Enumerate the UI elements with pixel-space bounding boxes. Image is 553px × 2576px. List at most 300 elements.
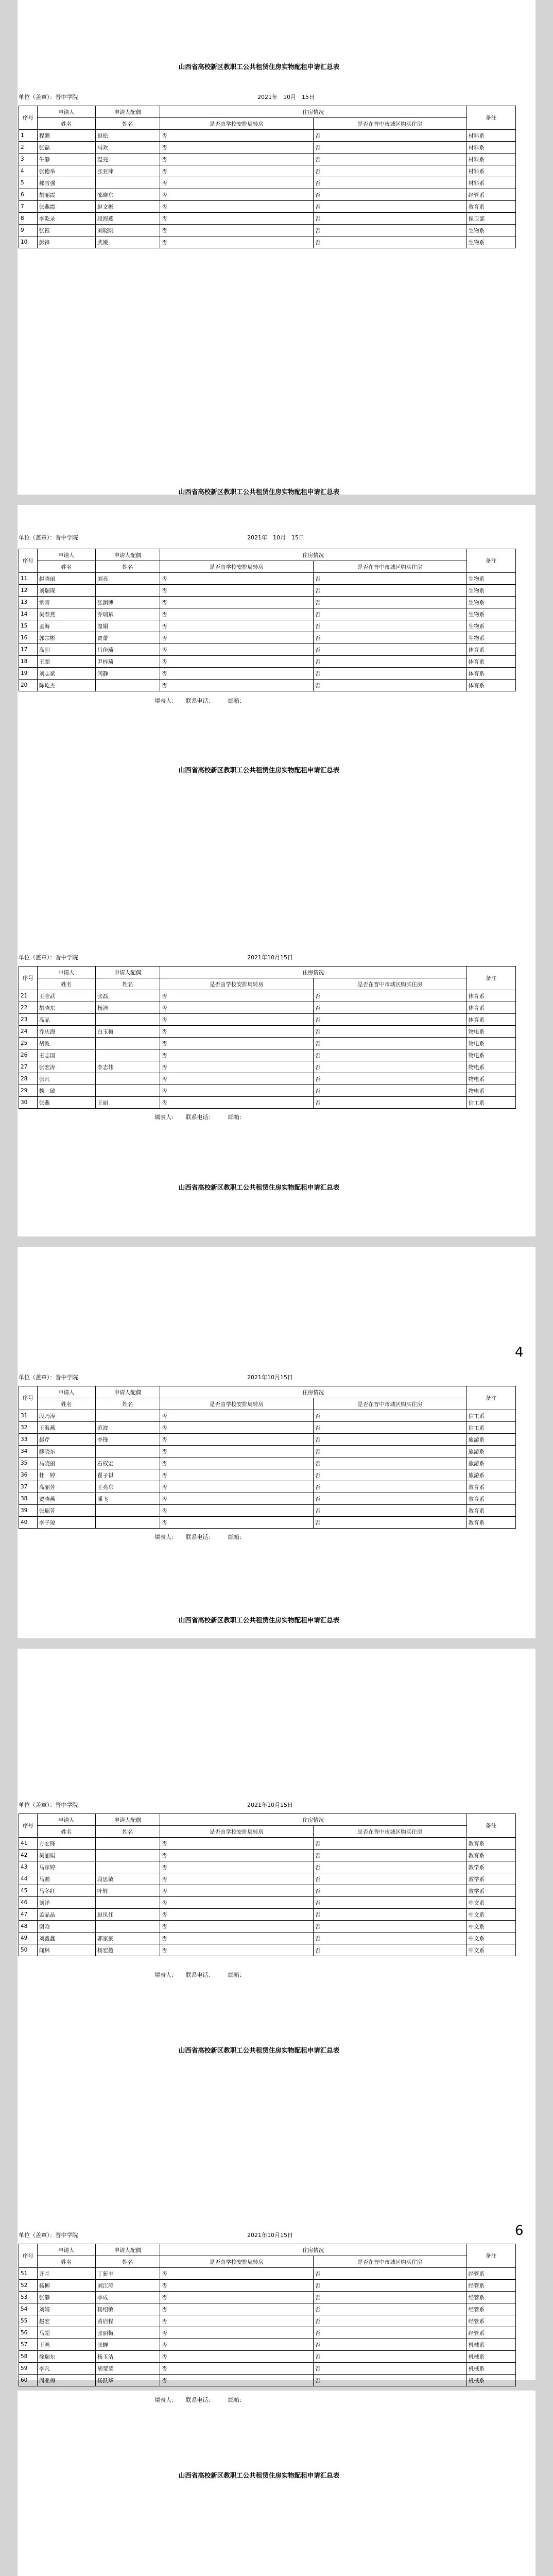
seq-cell: 30 xyxy=(19,1097,38,1109)
spouse-name-cell: 温娟 xyxy=(95,620,160,632)
school-housing-cell: 否 xyxy=(160,990,313,1002)
application-table xyxy=(19,966,516,1109)
city-housing-cell: 否 xyxy=(313,1944,466,1956)
applicant-name-cell: 贾晓燕 xyxy=(37,1493,95,1505)
spouse-name-header: 姓名 xyxy=(95,118,160,130)
spouse-name-cell xyxy=(95,1850,160,1861)
city-housing-cell: 否 xyxy=(313,573,466,585)
spouse-name-cell xyxy=(95,1921,160,1933)
city-housing-cell: 否 xyxy=(313,2351,466,2363)
spouse-name-cell: 刘江涛 xyxy=(95,2280,160,2292)
city-housing-cell: 否 xyxy=(313,608,466,620)
footer-contact: 填表人： 联系电话： 邮箱： xyxy=(154,1534,245,1540)
fill-date: 2021年 10月 15日 xyxy=(247,534,304,541)
table-row xyxy=(19,573,516,585)
applicant-name-cell: 闻林 xyxy=(37,1944,95,1956)
spouse-name-cell xyxy=(95,1517,160,1529)
seq-cell: 14 xyxy=(19,608,38,620)
housing-header: 住房情况 xyxy=(160,1814,466,1826)
city-housing-header: 是否在晋中市城区购买住房 xyxy=(313,1398,466,1410)
remark-cell: 生物系 xyxy=(466,597,515,608)
table-row xyxy=(19,1085,516,1097)
remark-cell: 材料系 xyxy=(466,154,515,165)
seq-cell: 16 xyxy=(19,632,38,644)
spouse-name-header: 姓名 xyxy=(95,561,160,573)
remark-cell: 生物系 xyxy=(466,573,515,585)
page-title: 山西省高校新区教职工公共租赁住房实物配租申请汇总表 xyxy=(178,1616,340,1624)
spouse-name-cell xyxy=(95,585,160,597)
spouse-name-header: 姓名 xyxy=(95,1398,160,1410)
page-title: 山西省高校新区教职工公共租赁住房实物配租申请汇总表 xyxy=(178,488,340,496)
city-housing-cell: 否 xyxy=(313,1049,466,1061)
seq-cell: 39 xyxy=(19,1505,38,1517)
page-title: 山西省高校新区教职工公共租赁住房实物配租申请汇总表 xyxy=(178,2471,340,2479)
city-housing-cell: 否 xyxy=(313,142,466,154)
remark-cell: 旅游系 xyxy=(466,1434,515,1446)
application-table xyxy=(19,1814,516,1956)
school-housing-cell: 否 xyxy=(160,201,313,213)
remark-cell: 中文系 xyxy=(466,1897,515,1909)
applicant-name-cell: 赵晓丽 xyxy=(37,573,95,585)
applicant-name-cell: 张宏涛 xyxy=(37,1061,95,1073)
applicant-name-cell: 刘婧 xyxy=(37,2303,95,2315)
school-housing-cell: 否 xyxy=(160,236,313,248)
spouse-header: 申请人配偶 xyxy=(95,549,160,561)
city-housing-cell: 否 xyxy=(313,1838,466,1850)
applicant-name-cell: 张燕 xyxy=(37,1097,95,1109)
school-housing-cell: 否 xyxy=(160,597,313,608)
unit-label: 单位（盖章）：晋中学院 xyxy=(19,2232,78,2239)
applicant-name-cell: 赵芹 xyxy=(37,1434,95,1446)
remark-header: 备注 xyxy=(466,106,515,130)
page-title: 山西省高校新区教职工公共租赁住房实物配租申请汇总表 xyxy=(178,1183,340,1191)
spouse-name-cell: 乔瑞斌 xyxy=(95,608,160,620)
school-housing-cell: 否 xyxy=(160,189,313,201)
seq-header: 序号 xyxy=(19,549,38,573)
applicant-name-cell: 常青 xyxy=(37,597,95,608)
seq-cell: 47 xyxy=(19,1909,38,1921)
table-row xyxy=(19,1861,516,1873)
applicant-name-cell: 张凡 xyxy=(37,1073,95,1085)
seq-cell: 28 xyxy=(19,1073,38,1085)
table-row xyxy=(19,2327,516,2339)
table-row xyxy=(19,189,516,201)
table-row xyxy=(19,1458,516,1469)
table-row xyxy=(19,1493,516,1505)
spouse-name-cell: 丁新丰 xyxy=(95,2268,160,2280)
spouse-header: 申请人配偶 xyxy=(95,106,160,118)
seq-cell: 60 xyxy=(19,2375,38,2386)
applicant-name-cell: 王超 xyxy=(37,656,95,668)
table-row xyxy=(19,1097,516,1109)
remark-cell: 机械系 xyxy=(466,2375,515,2386)
school-housing-cell: 否 xyxy=(160,632,313,644)
spouse-name-header: 姓名 xyxy=(95,978,160,990)
city-housing-cell: 否 xyxy=(313,165,466,177)
applicant-name-cell: 胡晓东 xyxy=(37,1002,95,1014)
remark-cell: 中文系 xyxy=(466,1921,515,1933)
table-row xyxy=(19,1422,516,1434)
spouse-name-cell: 苗启程 xyxy=(95,2315,160,2327)
seq-cell: 50 xyxy=(19,1944,38,1956)
applicant-name-cell: 胡丽霞 xyxy=(37,189,95,201)
spouse-name-cell xyxy=(95,1897,160,1909)
city-housing-cell: 否 xyxy=(313,597,466,608)
spouse-name-cell: 翟子祺 xyxy=(95,1469,160,1481)
school-housing-cell: 否 xyxy=(160,1458,313,1469)
unit-label: 单位（盖章）：晋中学院 xyxy=(19,1374,78,1381)
spouse-name-cell: 叶辉 xyxy=(95,1885,160,1897)
school-housing-cell: 否 xyxy=(160,585,313,597)
seq-cell: 8 xyxy=(19,213,38,225)
seq-cell: 12 xyxy=(19,585,38,597)
footer-contact: 填表人： 联系电话： 邮箱： xyxy=(154,1972,245,1978)
table-row xyxy=(19,990,516,1002)
applicant-name-cell: 高丽芳 xyxy=(37,1481,95,1493)
spouse-name-cell: 张丽梅 xyxy=(95,2327,160,2339)
city-housing-cell: 否 xyxy=(313,225,466,236)
application-table xyxy=(19,1386,516,1529)
remark-cell: 信工系 xyxy=(466,1410,515,1422)
remark-cell: 机械系 xyxy=(466,2363,515,2375)
city-housing-cell: 否 xyxy=(313,644,466,656)
applicant-name-cell: 吴春燕 xyxy=(37,608,95,620)
school-housing-cell: 否 xyxy=(160,1505,313,1517)
school-housing-cell: 否 xyxy=(160,130,313,142)
school-housing-cell: 否 xyxy=(160,573,313,585)
school-housing-cell: 否 xyxy=(160,2327,313,2339)
city-housing-header: 是否在晋中市城区购买住房 xyxy=(313,118,466,130)
applicant-name-cell: 彭锋 xyxy=(37,236,95,248)
applicant-name-cell: 郭宗彬 xyxy=(37,632,95,644)
city-housing-cell: 否 xyxy=(313,1446,466,1458)
city-housing-cell: 否 xyxy=(313,1897,466,1909)
city-housing-cell: 否 xyxy=(313,1038,466,1049)
seq-cell: 17 xyxy=(19,644,38,656)
seq-cell: 57 xyxy=(19,2339,38,2351)
spouse-name-cell xyxy=(95,1410,160,1422)
seq-cell: 11 xyxy=(19,573,38,585)
city-housing-cell: 否 xyxy=(313,236,466,248)
applicant-name-cell: 李子琼 xyxy=(37,1517,95,1529)
spouse-name-cell: 马欢 xyxy=(95,142,160,154)
table-row xyxy=(19,2315,516,2327)
table-row xyxy=(19,668,516,680)
applicant-name-cell: 方宏锋 xyxy=(37,1838,95,1850)
seq-cell: 40 xyxy=(19,1517,38,1529)
school-housing-cell: 否 xyxy=(160,1073,313,1085)
table-row xyxy=(19,1446,516,1458)
applicant-name-cell: 徐瑞东 xyxy=(37,2351,95,2363)
seq-cell: 38 xyxy=(19,1493,38,1505)
remark-cell: 旅游系 xyxy=(466,1458,515,1469)
seq-cell: 51 xyxy=(19,2268,38,2280)
remark-cell: 中文系 xyxy=(466,1944,515,1956)
school-housing-cell: 否 xyxy=(160,1446,313,1458)
spouse-header: 申请人配偶 xyxy=(95,2244,160,2256)
city-housing-cell: 否 xyxy=(313,1073,466,1085)
remark-header: 备注 xyxy=(466,967,515,990)
school-housing-header: 是否由学校安排周转房 xyxy=(160,978,313,990)
school-housing-cell: 否 xyxy=(160,1434,313,1446)
spouse-name-cell xyxy=(95,1838,160,1850)
school-housing-cell: 否 xyxy=(160,142,313,154)
remark-cell: 经管系 xyxy=(466,2292,515,2303)
applicant-name-cell: 马晓丽 xyxy=(37,1458,95,1469)
table-row xyxy=(19,2351,516,2363)
remark-cell: 经管系 xyxy=(466,2303,515,2315)
table-row xyxy=(19,130,516,142)
spouse-header: 申请人配偶 xyxy=(95,1386,160,1398)
table-row xyxy=(19,2375,516,2386)
city-housing-cell: 否 xyxy=(313,1061,466,1073)
school-housing-header: 是否由学校安排周转房 xyxy=(160,1826,313,1838)
applicant-name-cell: 刘鑫鑫 xyxy=(37,1933,95,1944)
application-table xyxy=(19,2244,516,2386)
spouse-name-cell: 杨洁 xyxy=(95,1002,160,1014)
city-housing-cell: 否 xyxy=(313,2303,466,2315)
remark-cell: 物电系 xyxy=(466,1026,515,1038)
school-housing-cell: 否 xyxy=(160,1085,313,1097)
remark-cell: 经管系 xyxy=(466,2268,515,2280)
school-housing-cell: 否 xyxy=(160,1861,313,1873)
applicant-header: 申请人 xyxy=(37,967,95,978)
remark-cell: 体育系 xyxy=(466,1002,515,1014)
fill-date: 2021年10月15日 xyxy=(247,1374,293,1381)
table-row xyxy=(19,1850,516,1861)
remark-cell: 生物系 xyxy=(466,236,515,248)
applicant-name-cell: 张燕霞 xyxy=(37,201,95,213)
remark-cell: 旅游系 xyxy=(466,1446,515,1458)
spouse-name-cell: 张磊 xyxy=(95,990,160,1002)
remark-cell: 体育系 xyxy=(466,644,515,656)
city-housing-header: 是否在晋中市城区购买住房 xyxy=(313,978,466,990)
city-housing-cell: 否 xyxy=(313,2363,466,2375)
table-row xyxy=(19,1921,516,1933)
unit-label: 单位（盖章）：晋中学院 xyxy=(19,534,78,541)
applicant-name-header: 姓名 xyxy=(37,1826,95,1838)
school-housing-cell: 否 xyxy=(160,2315,313,2327)
city-housing-cell: 否 xyxy=(313,154,466,165)
school-housing-cell: 否 xyxy=(160,2339,313,2351)
city-housing-cell: 否 xyxy=(313,1921,466,1933)
remark-cell: 教育系 xyxy=(466,1493,515,1505)
table-row xyxy=(19,656,516,668)
seq-cell: 54 xyxy=(19,2303,38,2315)
seq-cell: 6 xyxy=(19,189,38,201)
table-row xyxy=(19,2363,516,2375)
city-housing-cell: 否 xyxy=(313,1481,466,1493)
remark-cell: 教育系 xyxy=(466,1481,515,1493)
table-row xyxy=(19,1517,516,1529)
city-housing-cell: 否 xyxy=(313,213,466,225)
spouse-name-cell xyxy=(95,1073,160,1085)
school-housing-header: 是否由学校安排周转房 xyxy=(160,561,313,573)
spouse-name-cell xyxy=(95,1014,160,1026)
city-housing-cell: 否 xyxy=(313,1014,466,1026)
city-housing-cell: 否 xyxy=(313,2268,466,2280)
school-housing-cell: 否 xyxy=(160,1481,313,1493)
applicant-name-cell: 张瑞芳 xyxy=(37,1505,95,1517)
table-row xyxy=(19,1038,516,1049)
city-housing-cell: 否 xyxy=(313,1097,466,1109)
school-housing-cell: 否 xyxy=(160,1422,313,1434)
table-row xyxy=(19,632,516,644)
city-housing-cell: 否 xyxy=(313,668,466,680)
fill-date: 2021年10月15日 xyxy=(247,2232,293,2239)
city-housing-cell: 否 xyxy=(313,1909,466,1921)
remark-cell: 保卫部 xyxy=(466,213,515,225)
seq-cell: 15 xyxy=(19,620,38,632)
applicant-name-cell: 张钰 xyxy=(37,225,95,236)
spouse-name-cell: 赵凤任 xyxy=(95,1909,160,1921)
city-housing-cell: 否 xyxy=(313,189,466,201)
seq-cell: 20 xyxy=(19,680,38,691)
seq-cell: 13 xyxy=(19,597,38,608)
seq-cell: 48 xyxy=(19,1921,38,1933)
spouse-name-cell: 刘亮 xyxy=(95,573,160,585)
table-row xyxy=(19,1073,516,1085)
seq-cell: 37 xyxy=(19,1481,38,1493)
city-housing-cell: 否 xyxy=(313,620,466,632)
table-row xyxy=(19,236,516,248)
spouse-name-cell xyxy=(95,1049,160,1061)
seq-cell: 36 xyxy=(19,1469,38,1481)
table-row xyxy=(19,1026,516,1038)
table-row xyxy=(19,1002,516,1014)
seq-cell: 43 xyxy=(19,1861,38,1873)
applicant-name-cell: 孟晶晶 xyxy=(37,1909,95,1921)
spouse-header: 申请人配偶 xyxy=(95,1814,160,1826)
applicant-name-cell: 牛静 xyxy=(37,154,95,165)
school-housing-cell: 否 xyxy=(160,1469,313,1481)
school-housing-cell: 否 xyxy=(160,1885,313,1897)
table-row xyxy=(19,680,516,691)
seq-cell: 27 xyxy=(19,1061,38,1073)
seq-cell: 25 xyxy=(19,1038,38,1049)
applicant-name-cell: 马鹏 xyxy=(37,1873,95,1885)
applicant-name-cell: 张德举 xyxy=(37,165,95,177)
spouse-name-cell: 胡莹莹 xyxy=(95,2363,160,2375)
school-housing-cell: 否 xyxy=(160,1049,313,1061)
housing-header: 住房情况 xyxy=(160,2244,466,2256)
seq-cell: 53 xyxy=(19,2292,38,2303)
city-housing-cell: 否 xyxy=(313,1085,466,1097)
remark-cell: 材料系 xyxy=(466,142,515,154)
applicant-header: 申请人 xyxy=(37,2244,95,2256)
seq-cell: 3 xyxy=(19,154,38,165)
remark-cell: 体育系 xyxy=(466,990,515,1002)
city-housing-cell: 否 xyxy=(313,2292,466,2303)
remark-cell: 物电系 xyxy=(466,1061,515,1073)
school-housing-cell: 否 xyxy=(160,680,313,691)
school-housing-cell: 否 xyxy=(160,1026,313,1038)
remark-cell: 物电系 xyxy=(466,1085,515,1097)
city-housing-cell: 否 xyxy=(313,2375,466,2386)
spouse-name-cell: 潘飞 xyxy=(95,1493,160,1505)
footer-contact: 填表人： 联系电话： 邮箱： xyxy=(154,2397,245,2403)
seq-cell: 41 xyxy=(19,1838,38,1850)
spouse-name-cell: 王亮东 xyxy=(95,1481,160,1493)
city-housing-cell: 否 xyxy=(313,656,466,668)
school-housing-cell: 否 xyxy=(160,656,313,668)
seq-cell: 10 xyxy=(19,236,38,248)
school-housing-cell: 否 xyxy=(160,1933,313,1944)
city-housing-cell: 否 xyxy=(313,1873,466,1885)
seq-cell: 45 xyxy=(19,1885,38,1897)
spouse-name-cell: 赵松 xyxy=(95,130,160,142)
table-row xyxy=(19,1505,516,1517)
spouse-name-cell: 武媛 xyxy=(95,236,160,248)
seq-cell: 44 xyxy=(19,1873,38,1885)
spouse-name-cell: 闫静 xyxy=(95,668,160,680)
remark-cell: 经管系 xyxy=(466,2315,515,2327)
page-title: 山西省高校新区教职工公共租赁住房实物配租申请汇总表 xyxy=(178,2046,340,2054)
remark-cell: 材料系 xyxy=(466,177,515,189)
spouse-name-cell: 杨玉洁 xyxy=(95,2351,160,2363)
school-housing-cell: 否 xyxy=(160,1909,313,1921)
remark-cell: 机械系 xyxy=(466,2339,515,2351)
remark-cell: 教育系 xyxy=(466,1517,515,1529)
seq-cell: 23 xyxy=(19,1014,38,1026)
table-row xyxy=(19,177,516,189)
page-number: 6 xyxy=(515,2223,524,2239)
spouse-name-cell: 刘晓刚 xyxy=(95,225,160,236)
city-housing-cell: 否 xyxy=(313,1493,466,1505)
spouse-name-cell: 白玉梅 xyxy=(95,1026,160,1038)
city-housing-header: 是否在晋中市城区购买住房 xyxy=(313,561,466,573)
applicant-name-cell: 高晶 xyxy=(37,1014,95,1026)
application-table xyxy=(19,549,516,691)
school-housing-cell: 否 xyxy=(160,1850,313,1861)
school-housing-cell: 否 xyxy=(160,668,313,680)
school-housing-cell: 否 xyxy=(160,213,313,225)
spouse-name-cell: 张亚萍 xyxy=(95,165,160,177)
seq-cell: 22 xyxy=(19,1002,38,1014)
remark-cell: 教学系 xyxy=(466,1861,515,1873)
city-housing-cell: 否 xyxy=(313,1850,466,1861)
applicant-name-cell: 王海燕 xyxy=(37,1422,95,1434)
table-row xyxy=(19,2268,516,2280)
remark-cell: 生物系 xyxy=(466,620,515,632)
spouse-name-cell: 李志伟 xyxy=(95,1061,160,1073)
spouse-name-cell: 贾蕾 xyxy=(95,632,160,644)
applicant-name-cell: 王志国 xyxy=(37,1049,95,1061)
table-row xyxy=(19,1873,516,1885)
remark-cell: 生物系 xyxy=(466,632,515,644)
city-housing-cell: 否 xyxy=(313,1885,466,1897)
applicant-name-cell: 马冬红 xyxy=(37,1885,95,1897)
seq-cell: 52 xyxy=(19,2280,38,2292)
spouse-name-cell xyxy=(95,1505,160,1517)
school-housing-cell: 否 xyxy=(160,2268,313,2280)
applicant-name-cell: 李凡 xyxy=(37,2363,95,2375)
spouse-name-cell: 李锋 xyxy=(95,1434,160,1446)
remark-cell: 物电系 xyxy=(466,1073,515,1085)
school-housing-header: 是否由学校安排周转房 xyxy=(160,2256,313,2268)
city-housing-header: 是否在晋中市城区购买住房 xyxy=(313,2256,466,2268)
seq-cell: 21 xyxy=(19,990,38,1002)
remark-cell: 中文系 xyxy=(466,1909,515,1921)
table-row xyxy=(19,1885,516,1897)
city-housing-cell: 否 xyxy=(313,585,466,597)
remark-cell: 机械系 xyxy=(466,2351,515,2363)
school-housing-cell: 否 xyxy=(160,2303,313,2315)
remark-header: 备注 xyxy=(466,1386,515,1410)
unit-label: 单位（盖章）：晋中学院 xyxy=(19,94,78,100)
remark-cell: 体育系 xyxy=(466,668,515,680)
school-housing-cell: 否 xyxy=(160,608,313,620)
